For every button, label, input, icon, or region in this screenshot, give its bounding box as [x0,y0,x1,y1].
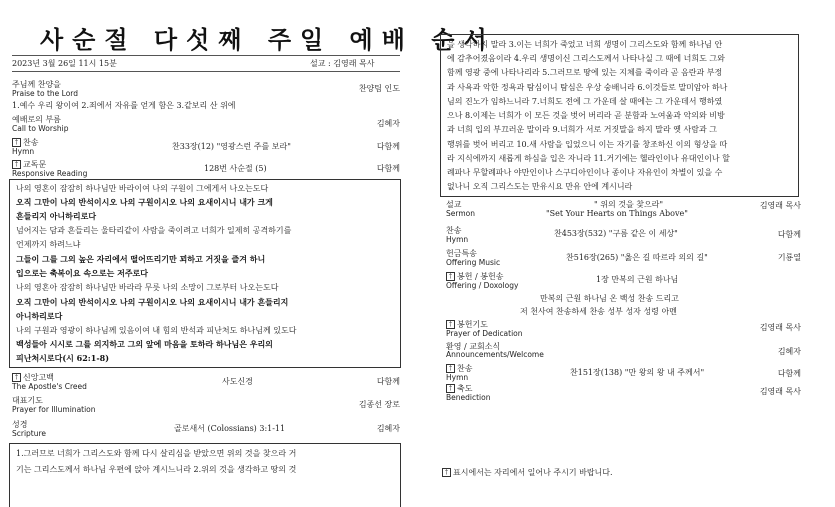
item-detail: 찬151장(138) "만 왕의 왕 내 주께서" [570,368,705,377]
reading-line: 나의 영혼이 잠잠히 하나님만 바라이여 나의 구원이 그에게서 나오는도다 [16,184,269,193]
scripture-line: 님의 진노가 임하느니라 7.너희도 전에 그 가운데 살 때에는 그 가운데서 행하였 [447,97,723,106]
item-en: Offering / Doxology [446,281,519,290]
service-date: 2023년 3월 26일 11시 15분 [12,59,117,68]
scripture-continued-box [440,34,799,197]
creed-item [12,373,400,393]
stand-icon: † [446,364,455,373]
item-ko: 헌금특송 [446,249,477,258]
responsive-reading-box [9,179,401,368]
scripture-line: 과 너희 입의 부끄러운 말이라 9.너희가 서로 거짓말을 하지 말라 옛 사람과 그 [447,125,717,134]
scripture-line: 함께 영광 중에 나타나리라 5.그러므로 땅에 있는 지체를 죽이라 곧 음란과 부정 [447,68,723,77]
item-ko: 대표기도 [12,396,43,405]
reading-line: 오직 그만이 나의 반석이시오 나의 구원이시오 나의 요새이시니 내가 크게 [16,197,273,207]
reading-line: 언제까지 하려느냐 [16,240,81,249]
footnote-text: 표시에서는 자리에서 일어나 주시기 바랍니다. [453,468,613,477]
scripture-item [12,420,400,440]
scripture-line: 에 감추어졌음이라 4.우리 생명이신 그리스도께서 나타나실 그 때에 너희도 그와 [447,54,725,63]
reading-line: 아니하리로다 [16,311,63,321]
title-divider [12,55,400,56]
item-leader: 김영래 목사 [759,323,801,332]
item-leader: 기룡열 [777,253,801,262]
stand-icon: † [442,468,451,477]
item-en: Prayer for Illumination [12,405,96,414]
stand-icon: † [446,272,455,281]
item-leader: 김혜자 [376,119,400,128]
stand-icon: † [446,384,455,393]
hymn-item [446,364,801,384]
item-leader: 김영래 목사 [759,201,801,210]
item-detail: 128번 사순절 (5) [204,164,267,173]
item-leader: 다함께 [777,230,801,239]
scripture-line: 기는 그리스도께서 하나님 우편에 앉아 계시느니라 2.위의 것을 생각하고 땅의 것 [16,465,297,474]
sermon-title-ko: " 위의 것을 찾으라" [594,200,664,209]
illumination-prayer-item [12,396,400,416]
header-divider [12,71,400,72]
item-leader: 다함께 [777,369,801,378]
announcements-item [446,342,801,364]
reading-line: 나의 구원과 영광이 하나님께 있음이여 내 힘의 반석과 피난처도 하나님께 있도다 [16,326,297,335]
reading-line: 나의 영혼아 잠잠히 하나님만 바라라 무릇 나의 소망이 그로부터 나오는도다 [16,283,279,292]
item-detail: 찬516장(265) "옳은 길 따르라 의의 길" [566,253,708,262]
scripture-line: 행위를 벗어 버리고 10.새 사람을 입었으니 이는 자기를 창조하신 이의 형상을 따 [447,140,728,149]
doxology-line: 저 천사여 찬송하세 찬송 성부 성자 성령 아멘 [520,307,677,316]
scripture-line: 으나 8.이제는 너희가 이 모든 것을 벗어 버리라 곧 분함과 노여움과 악의와 비방 [447,111,725,120]
benediction-item [446,384,801,404]
scripture-line: 라 지식에까지 새롭게 하심을 입은 자니라 11.거기에는 헬라인이나 유대인이나 할 [447,154,730,163]
item-ko: 설교 [446,200,462,209]
item-en: Offering Music [446,258,501,267]
item-en: Responsive Reading [12,169,88,178]
stand-icon: † [12,373,21,382]
item-en: Praise to the Lord [12,89,79,98]
preacher-info: 설교 : 김영래 목사 [310,59,375,68]
reading-line: 그들이 그를 그의 높은 자리에서 떨어뜨리기만 꾀하고 거짓을 즐겨 하니 [16,254,266,264]
sermon-title-en: "Set Your Hearts on Things Above" [546,209,688,218]
praise-item [12,80,400,100]
item-ko-text: 찬송 [457,364,473,373]
reading-line: 백성들아 시시로 그를 의지하고 그의 앞에 마음을 토하라 하나님은 우리의 [16,339,273,349]
stand-icon: † [12,138,21,147]
item-en: Hymn [446,235,469,244]
hymn-item [446,226,801,248]
item-ko: 주님께 찬양을 [12,80,61,89]
item-en: Scripture [12,429,47,438]
scripture-line: 을 생각하지 말라 3.이는 너희가 죽었고 너희 생명이 그리스도와 함께 하나님 안 [447,40,723,49]
reading-line: 넘어지는 담과 흔들리는 울타리같이 사람을 죽이려고 너희가 일제히 공격하기를 [16,226,292,235]
offering-music-item [446,249,801,271]
item-en: Announcements/Welcome [446,350,544,359]
item-en: Prayer of Dedication [446,329,523,338]
page-title: 사순절 다섯째 주일 예배 순서 [40,25,496,54]
responsive-reading-item [12,160,400,180]
item-detail: 사도신경 [222,377,253,386]
item-ko: 성경 [12,420,28,429]
item-ko-text: 봉헌 / 봉헌송 [457,272,504,281]
item-ko: 환영 / 교회소식 [446,342,501,351]
item-leader: 다함께 [376,142,400,151]
dedication-item [446,320,801,342]
call-to-worship-item [12,115,400,135]
reading-line: 오직 그만이 나의 반석이시오 나의 구원이시오 나의 요새이시니 내가 흔들리지 [16,297,289,307]
item-en: Benediction [446,393,491,402]
item-leader: 찬양팀 인도 [358,84,400,93]
item-en: Hymn [12,147,35,156]
item-detail: 골로새서 (Colossians) 3:1-11 [174,424,286,433]
item-leader: 김혜자 [376,424,400,433]
item-detail: 찬33장(12) "영광스런 주를 보라" [172,142,291,151]
scripture-box [9,443,401,507]
stand-icon: † [12,160,21,169]
item-ko-text: 축도 [457,384,473,393]
item-en: Sermon [446,209,475,218]
praise-songs: 1.예수 우리 왕이여 2.죄에서 자유를 얻게 함은 3.같보리 산 위에 [12,101,236,110]
item-ko-text: 찬송 [23,138,39,147]
scripture-line: 례파나 무할례파나 야만인이나 스구디아인이나 종이나 자유인이 차별이 있을 수 [447,168,723,177]
item-leader: 김영래 목사 [759,387,801,396]
footnote [442,468,613,478]
offering-item [446,272,801,294]
item-ko: 예배로의 부름 [12,115,61,124]
reading-line: 입으로는 축복이요 속으로는 저주로다 [16,268,149,278]
item-ko-text: 신앙고백 [23,373,54,382]
item-leader: 김혜자 [777,347,801,356]
item-ko-text: 봉헌기도 [457,320,488,329]
stand-icon: † [446,320,455,329]
sermon-item [446,200,801,222]
item-en: The Apostle's Creed [12,382,87,391]
hymn-item [12,138,400,158]
item-leader: 다함께 [376,164,400,173]
item-en: Call to Worship [12,124,69,133]
item-ko: 찬송 [446,226,462,235]
item-en: Hymn [446,373,469,382]
reading-line: 피난처시로다(시 62:1-8) [16,353,109,363]
scripture-line: 1.그러므로 너희가 그리스도와 함께 다시 살리심을 받았으면 위의 것을 찾으라 거 [16,449,297,458]
scripture-line: 과 사욕과 악한 정욕과 탐심이니 탐심은 우상 숭배니라 6.이것들로 말미암아 하나 [447,83,728,92]
item-leader: 김종선 장로 [358,400,400,409]
item-detail: 찬453장(532) "구름 같은 이 세상" [554,229,678,238]
doxology-line: 만복의 근원 하나님 온 백성 찬송 드리고 [540,294,679,303]
item-detail: 1장 만복의 근원 하나님 [596,275,679,284]
scripture-line: 없나니 오직 그리스도는 만유시요 만유 안에 계시니라 [447,182,633,191]
item-ko-text: 교독문 [23,160,47,169]
item-leader: 다함께 [376,377,400,386]
reading-line: 흔들리지 아니하리로다 [16,211,97,221]
